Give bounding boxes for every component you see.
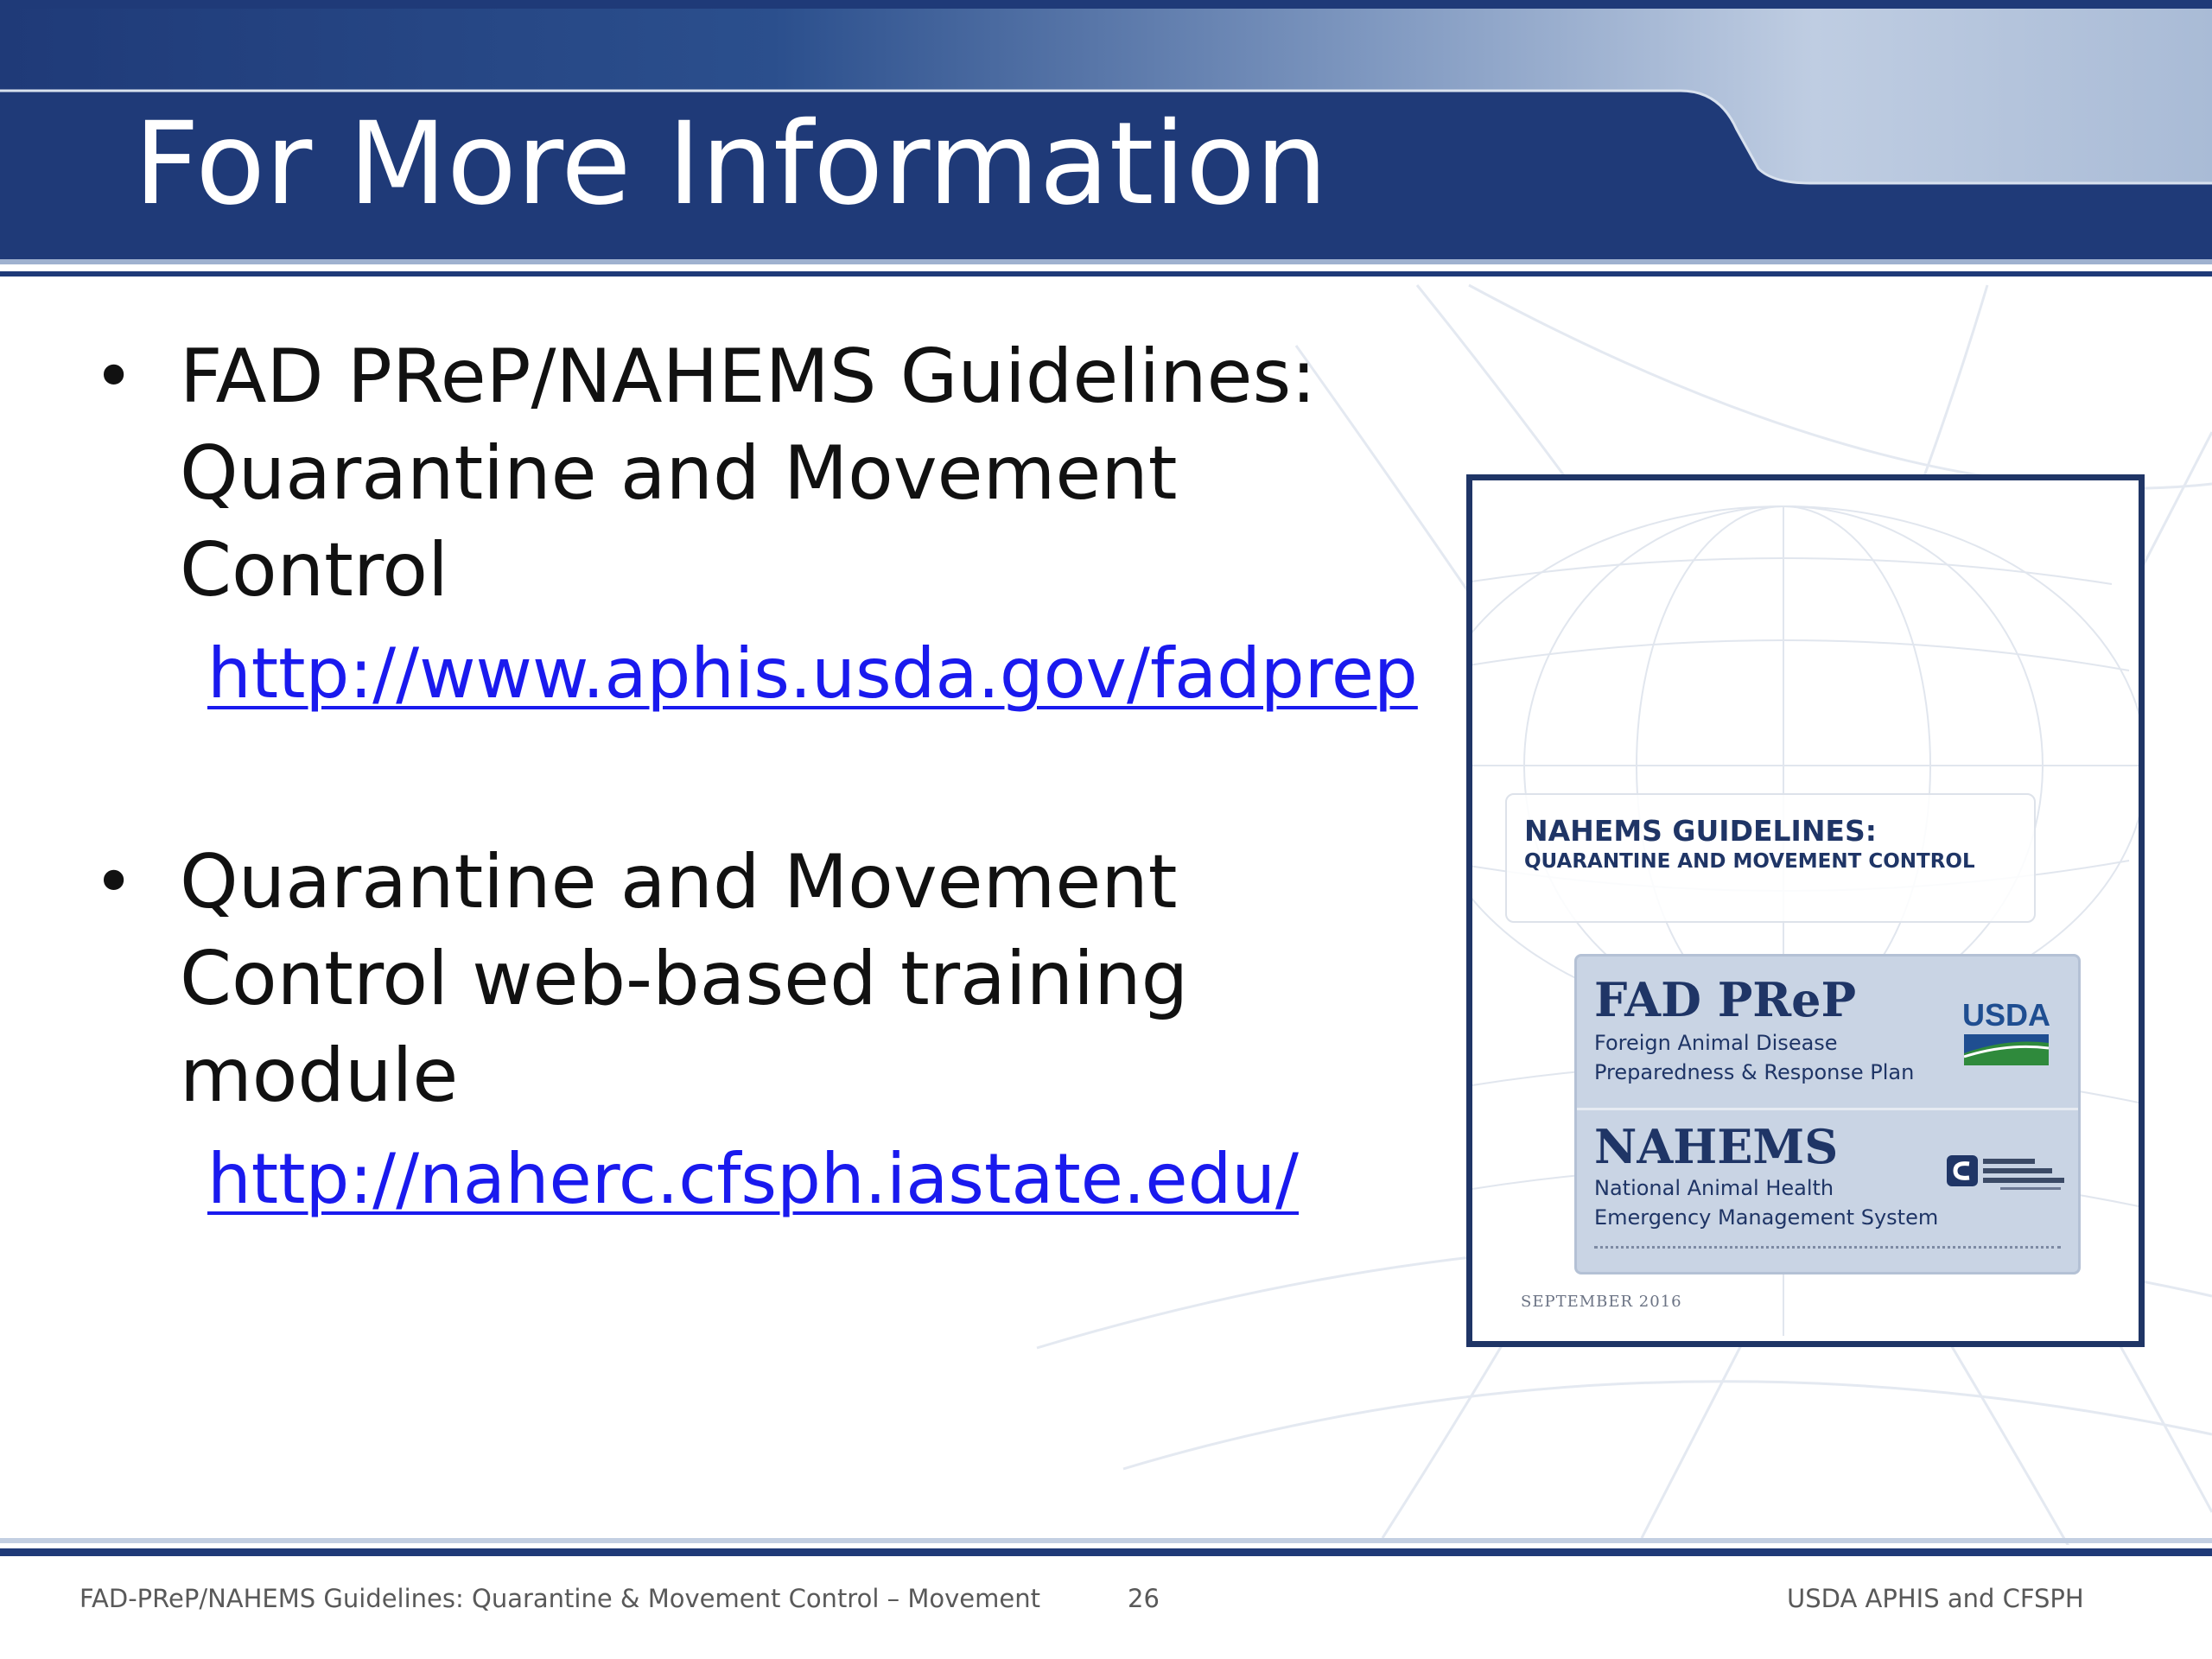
fad-prep-subtitle-1: Foreign Animal Disease [1594, 1031, 1838, 1055]
cfsph-icon [1947, 1155, 1978, 1186]
bullet-dot: • [93, 842, 135, 922]
usda-field-icon [1964, 1034, 2049, 1065]
cfsph-logo [1947, 1150, 2068, 1202]
footer-rule [0, 1538, 2212, 1573]
bullet-dot: • [93, 336, 135, 416]
panel-divider [1577, 1108, 2078, 1110]
usda-logo [1959, 998, 2054, 1065]
cover-fine-print [1594, 1246, 2061, 1252]
nahems-logo-text: NAHEMS [1594, 1119, 1839, 1174]
slide-title: For More Information [134, 98, 1328, 231]
footer-page-number: 26 [1128, 1584, 1160, 1613]
cover-title-box [1505, 793, 2036, 923]
usda-logo-text: USDA [1961, 997, 2050, 1033]
fad-prep-logo-text: FAD PReP [1594, 972, 1857, 1027]
footer-organization: USDA APHIS and CFSPH [1787, 1584, 2084, 1613]
footer-presentation-title: FAD-PReP/NAHEMS Guidelines: Quarantine & Movement Control – Movement [79, 1584, 1040, 1613]
cover-logo-panel [1574, 954, 2081, 1274]
guidelines-cover-image [1466, 474, 2145, 1347]
bullet-text: Quarantine and Movement Control web-based training module [180, 839, 1189, 1119]
nahems-subtitle-2: Emergency Management System [1594, 1205, 1939, 1230]
link-naherc[interactable]: http://naherc.cfsph.iastate.edu/ [207, 1139, 1300, 1219]
nahems-subtitle-1: National Animal Health [1594, 1176, 1834, 1200]
link-aphis-fadprep[interactable]: http://www.aphis.usda.gov/fadprep [207, 633, 1418, 714]
bullet-text: FAD PReP/NAHEMS Guidelines: Quarantine and Movement Control [180, 334, 1317, 613]
fad-prep-subtitle-2: Preparedness & Response Plan [1594, 1060, 1915, 1084]
cfsph-wordmark-icon [1983, 1155, 2066, 1193]
cover-title-line2: QUARANTINE AND MOVEMENT CONTROL [1524, 850, 1975, 873]
cover-title-line1: NAHEMS GUIDELINES: [1524, 814, 1877, 848]
cover-date: SEPTEMBER 2016 [1521, 1293, 1682, 1311]
